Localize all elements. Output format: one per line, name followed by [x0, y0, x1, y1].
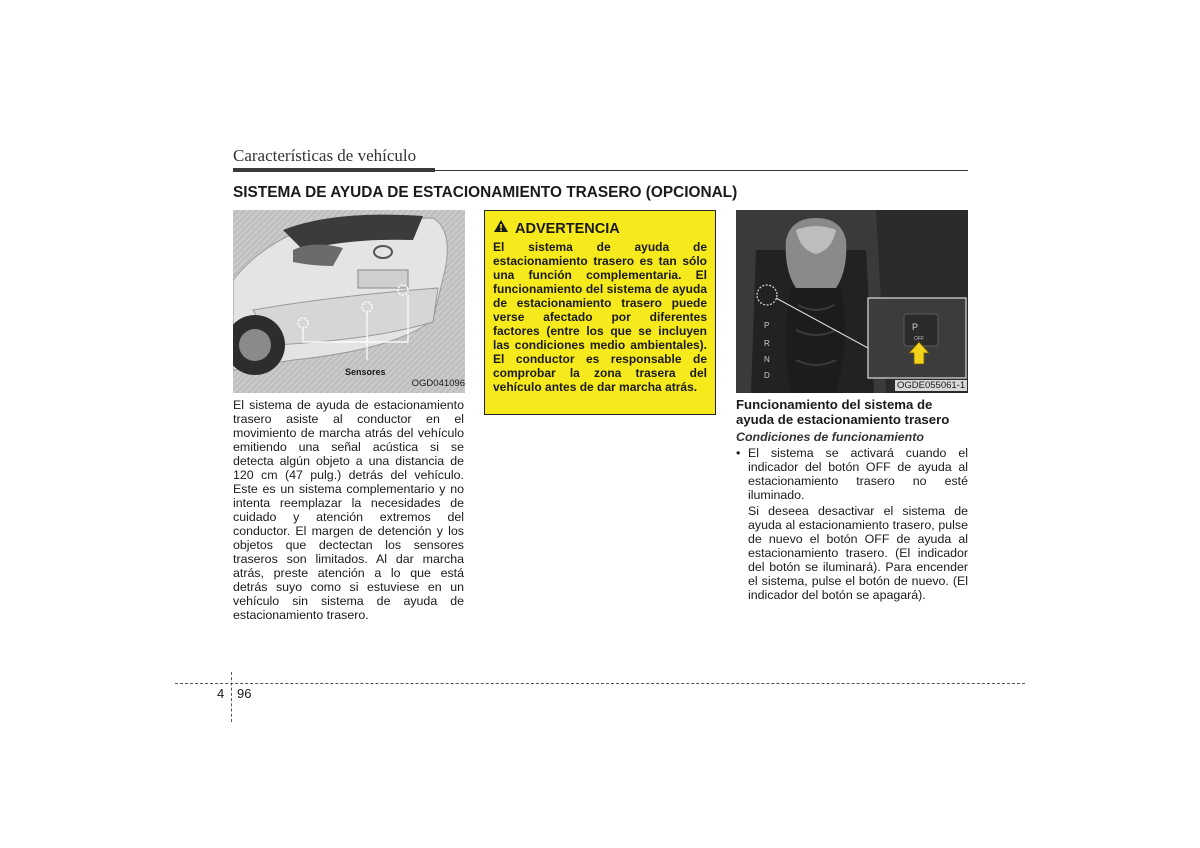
- gear-letter-n: N: [764, 355, 770, 364]
- section-title: SISTEMA DE AYUDA DE ESTACIONAMIENTO TRASERO (OPCIONAL): [233, 184, 738, 201]
- right-section-bullets: [736, 446, 968, 602]
- header-rule-thick: [233, 168, 435, 172]
- footer-vertical-dashed-line: [231, 672, 232, 722]
- bullet-dot: •: [736, 446, 741, 460]
- right-section-subheading: Condiciones de funcionamiento: [736, 430, 924, 444]
- gear-letter-p: P: [764, 321, 770, 330]
- gear-shifter-illustration: [736, 210, 968, 393]
- park-button-label: P: [912, 322, 919, 332]
- sensors-label: Sensores: [345, 367, 386, 377]
- warning-box: [484, 210, 716, 415]
- rear-car-photo: [233, 210, 465, 393]
- gear-shifter-photo: [736, 210, 968, 393]
- page-number: 96: [237, 686, 252, 701]
- park-button-sub: OFF: [914, 336, 924, 342]
- warning-triangle-icon: [493, 219, 509, 238]
- warning-header: [493, 219, 707, 238]
- rear-car-illustration: [233, 210, 465, 393]
- warning-text: El sistema de ayuda de estacionamiento trasero es tan sólo una función complementaria. El funcionamiento del sistema de ayuda de estacionamiento trasero puede verse afectado por diferentes factores (entre los que se incluyen las condiciones medio ambientales). El conductor es responsable de comprobar la zona trasera del vehículo antes de dar marcha atrás.: [493, 240, 707, 394]
- footer-dashed-line: [175, 683, 1025, 684]
- chapter-title: Características de vehículo: [233, 146, 417, 165]
- warning-title: ADVERTENCIA: [515, 220, 620, 237]
- gear-letter-d: D: [764, 371, 770, 380]
- page-chapter-number: 4: [217, 686, 225, 701]
- right-figure-code: OGDE055061-1: [897, 380, 966, 391]
- bullet-text: El sistema se activará cuando el indicador del botón OFF de ayuda al estacionamiento trasero no esté iluminado.: [748, 446, 968, 502]
- left-body-text: El sistema de ayuda de estacionamiento trasero asiste al conductor en el movimiento de marcha atrás del vehículo emitiendo una señal acústica si se detecta algún objeto a una distancia de 120 cm (47 pulg.) detrás del vehículo. Este es un sistema complementario y no intenta reemplazar la necesidades de cuidado y atención extremos del conductor. El margen de detención y los objetos que dectectan los sensores traseros son limitados. Al dar marcha atrás, preste atención a lo que está detrás suyo como si estuviese en un vehículo sin sistema de ayuda de estacionamiento trasero.: [233, 398, 464, 622]
- right-section-heading: Funcionamiento del sistema de ayuda de estacionamiento trasero: [736, 397, 950, 427]
- gear-letter-r: R: [764, 339, 770, 348]
- header-rule-thin: [435, 170, 968, 171]
- list-item: [736, 446, 968, 502]
- bullet-continuation: Si deseea desactivar el sistema de ayuda al estacionamiento trasero, pulse de nuevo el botón OFF de ayuda al estacionamiento trasero. (El indicador del botón se iluminará). Para encender el sistema, pulse el botón de nuevo. (El indicador del botón se apagará).: [748, 504, 968, 602]
- left-figure-code: OGD041096: [411, 378, 465, 389]
